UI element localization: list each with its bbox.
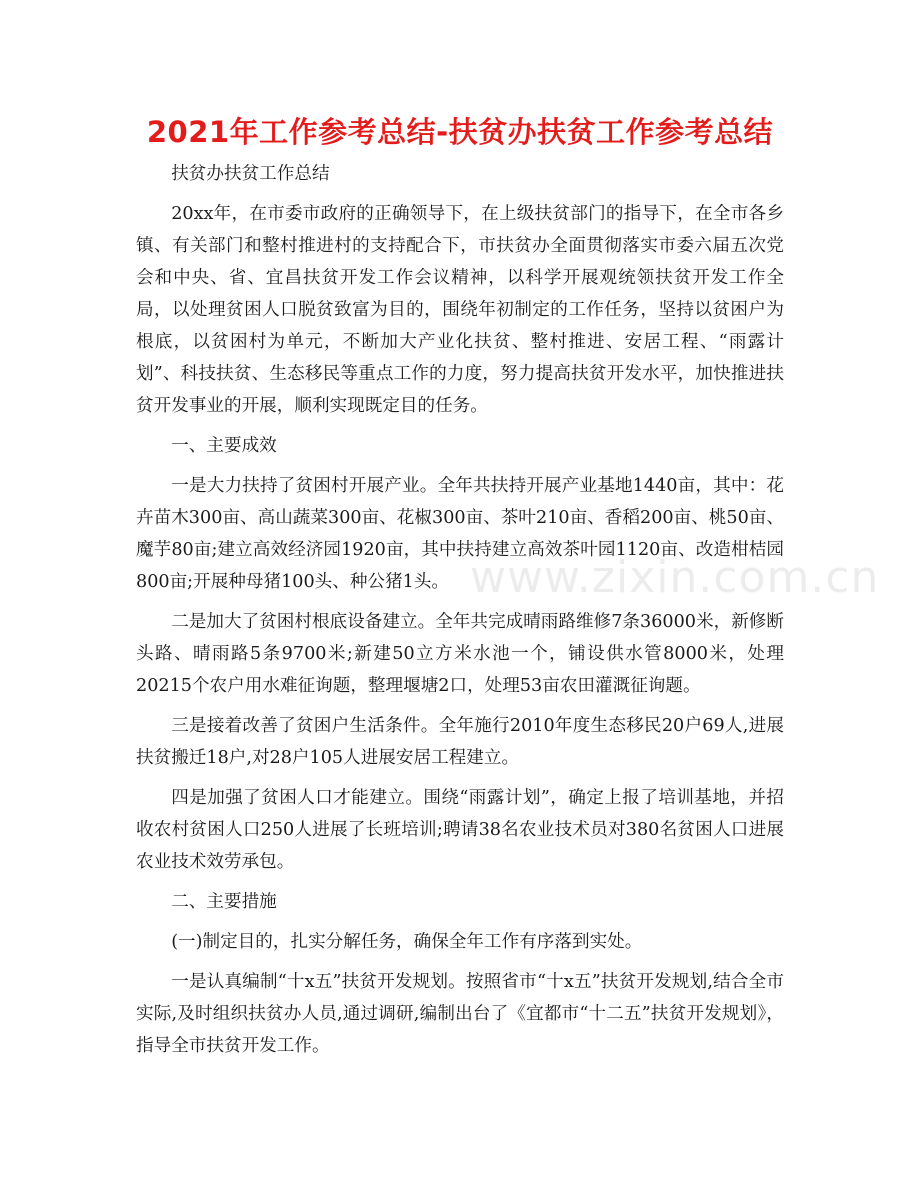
paragraph-industry: 一是大力扶持了贫困村开展产业。全年共扶持开展产业基地1440亩，其中：花卉苗木300亩、高山蔬菜300亩、花椒300亩、茶叶210亩、香稻200亩、桃50亩、魔芋80亩;建立高效经济园1920亩，其中扶持建立高效茶叶园1120亩、改造柑桔园800亩;开展种母猪100头、种公猪1头。 xyxy=(136,476,784,592)
paragraph-living-conditions: 三是接着改善了贫困户生活条件。全年施行2010年度生态移民20户69人,进展扶贫搬迁18户,对28户105人进展安居工程建立。 xyxy=(136,716,784,768)
paragraph-subtitle: 扶贫办扶贫工作总结 xyxy=(171,164,330,184)
paragraph-goals: (一)制定目的，扎实分解任务，确保全年工作有序落到实处。 xyxy=(171,932,643,952)
paragraph-capacity-building: 四是加强了贫困人口才能建立。围绕“雨露计划”，确定上报了培训基地，并招收农村贫困人口250人进展了长班培训;聘请38名农业技术员对380名贫困人口进展农业技术效劳承包。 xyxy=(136,788,784,872)
section-heading-measures: 二、主要措施 xyxy=(171,892,277,912)
paragraph-intro: 20xx年，在市委市政府的正确领导下，在上级扶贫部门的指导下，在全市各乡镇、有关部门和整村推进村的支持配合下，市扶贫办全面贯彻落实市委六届五次党会和中央、省、宜昌扶贫开发工作会议精神，以科学开展观统领扶贫开发工作全局，以处理贫困人口脱贫致富为目的，围绕年初制定的工作任务，坚持以贫困户为根底，以贫困村为单元，不断加大产业化扶贫、整村推进、安居工程、“雨露计划”、科技扶贫、生态移民等重点工作的力度，努力提高扶贫开发水平，加快推进扶贫开发事业的开展，顺利实现既定目的任务。 xyxy=(136,204,784,416)
section-heading-achievements: 一、主要成效 xyxy=(171,436,277,456)
paragraph-infrastructure: 二是加大了贫困村根底设备建立。全年共完成晴雨路维修7条36000米，新修断头路、晴雨路5条9700米;新建50立方米水池一个，铺设供水管8000米，处理20215个农户用水难征询题，整理堰塘2口，处理53亩农田灌溉征询题。 xyxy=(136,612,784,696)
document-title: 2021年工作参考总结-扶贫办扶贫工作参考总结 xyxy=(146,115,774,149)
paragraph-planning: 一是认真编制“十x五”扶贫开发规划。按照省市“十x五”扶贫开发规划,结合全市实际,及时组织扶贫办人员,通过调研,编制出台了《宜都市“十二五”扶贫开发规划》，指导全市扶贫开发工作。 xyxy=(136,972,784,1056)
document-body xyxy=(136,158,784,1070)
watermark: www.zixin.com.cn xyxy=(470,552,880,603)
